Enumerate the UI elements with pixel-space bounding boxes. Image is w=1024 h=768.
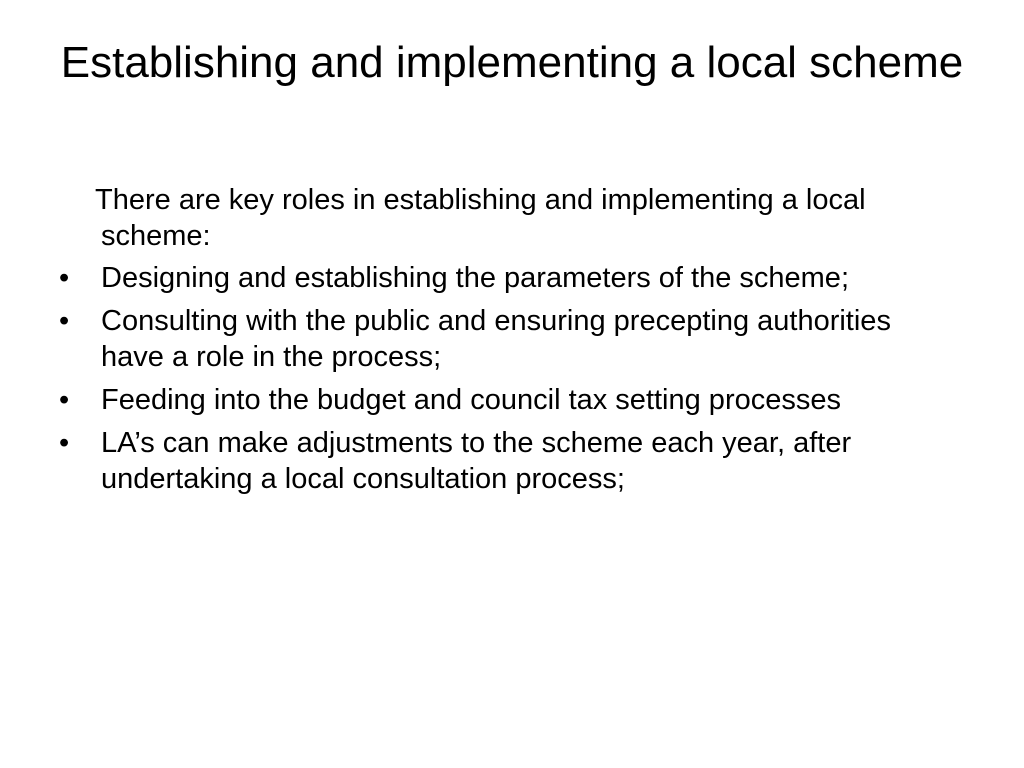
bullet-list: [55, 260, 945, 497]
slide-body: [55, 182, 945, 504]
bullet-text: Designing and establishing the parameters of the scheme;: [101, 262, 849, 294]
bullet-text: Consulting with the public and ensuring precepting authorities have a role in the process;: [101, 305, 891, 373]
bullet-icon: •: [59, 262, 70, 294]
bullet-icon: •: [59, 305, 70, 337]
slide-title: Establishing and implementing a local scheme: [60, 38, 964, 87]
bullet-item: [55, 303, 945, 375]
bullet-item: [55, 425, 945, 497]
bullet-text: Feeding into the budget and council tax setting processes: [101, 384, 841, 416]
intro-text: There are key roles in establishing and implementing a local scheme:: [95, 184, 866, 252]
bullet-icon: •: [59, 427, 70, 459]
bullet-icon: •: [59, 384, 70, 416]
bullet-item: [55, 260, 945, 296]
bullet-item: [55, 382, 945, 418]
bullet-text: LA’s can make adjustments to the scheme each year, after undertaking a local consultation process;: [101, 427, 852, 495]
